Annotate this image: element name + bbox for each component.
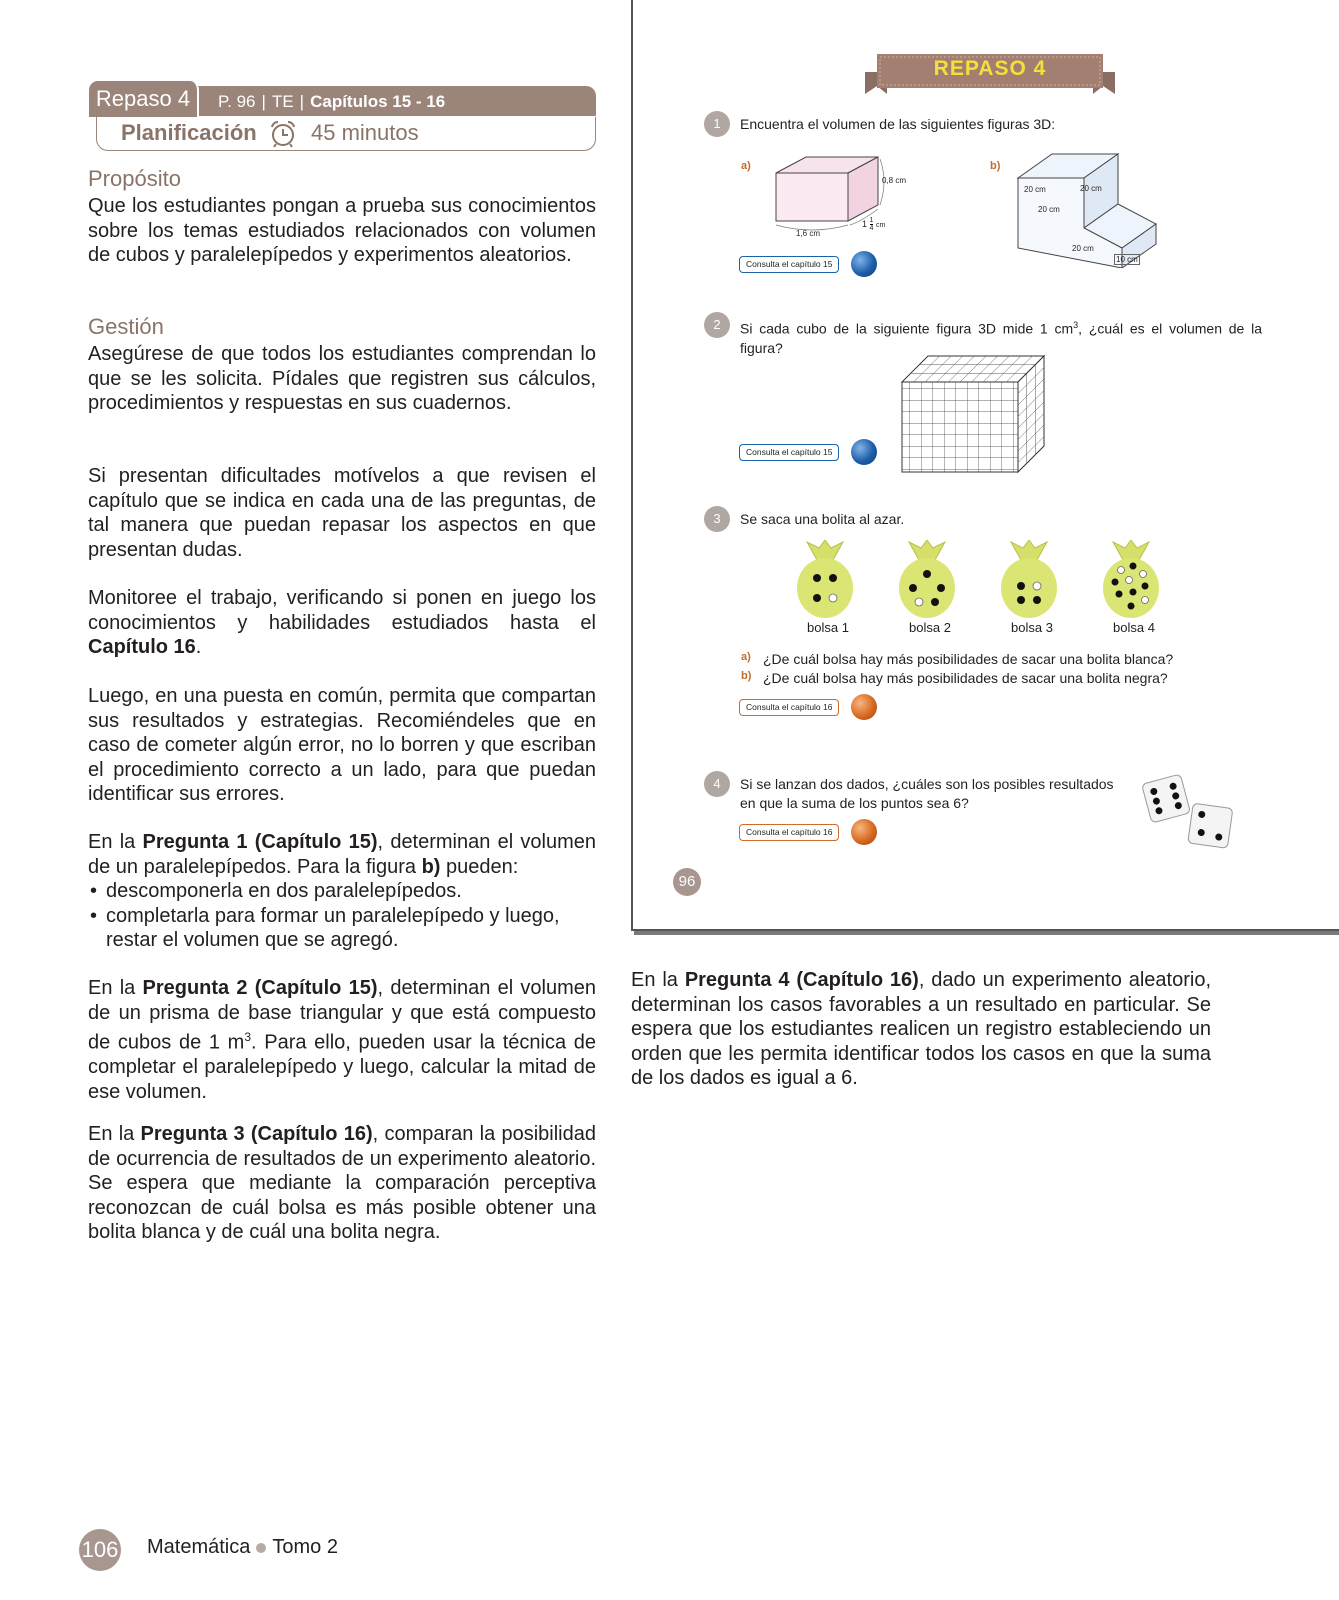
q1-a-dim3-whole: 1: [862, 218, 868, 229]
blue-marble-icon: [851, 439, 877, 465]
q4-consulta-badge: Consulta el capítulo 16: [739, 824, 839, 841]
repaso-tab: Repaso 4: [89, 81, 199, 117]
q1-a-dim1: 0,8 cm: [882, 176, 907, 185]
q1-a-dim3-unit: cm: [875, 221, 886, 229]
bullet-dot-icon: [256, 1543, 266, 1553]
plan-label: Planificación: [121, 120, 257, 145]
q2-text-pre: Si cada cubo de la siguiente figura 3D mide 1 cm: [740, 320, 1074, 337]
bag-4-label: bolsa 4: [1113, 620, 1155, 635]
gestion-p5-pre: En la: [88, 831, 143, 853]
q3-bags-figure: [795, 540, 1215, 620]
q1-consulta-badge: Consulta el capítulo 15: [739, 256, 839, 273]
footer-text: [147, 1536, 338, 1559]
proposito-title: Propósito: [88, 166, 181, 191]
orange-marble-icon: [851, 819, 877, 845]
gestion-p7-end: , comparan la posibilidad de ocurrencia de resultados de un experimento aleatorio. Se espera que mediante la comparación perceptiva reconozcan de cuál bolsa es más posible obtener una bolita blanca y de cuál una bolita negra.: [88, 1123, 596, 1243]
q1-a-dim2: 1,6 cm: [796, 229, 821, 238]
q3-text: Se saca una bolita al azar.: [740, 511, 905, 527]
gestion-p5-bold2: b): [421, 855, 441, 878]
bag-1-label: bolsa 1: [807, 620, 849, 635]
header-info: P. 96 | TE | Capítulos 15 - 16: [218, 92, 446, 111]
gestion-title: Gestión: [88, 314, 164, 339]
gestion-p5: [88, 830, 596, 953]
q1-text: Encuentra el volumen de las siguientes figuras 3D:: [740, 116, 1056, 132]
q3-a-label: a): [741, 651, 751, 663]
q3-b-label: b): [741, 670, 752, 682]
q1-b-dim2: 20 cm: [1080, 184, 1102, 193]
bag-2-icon: [899, 540, 955, 618]
q1-b-dim3: 20 cm: [1038, 205, 1060, 214]
duration-label: 45 minutos: [311, 120, 419, 145]
q2-number: 2: [704, 312, 730, 338]
q1-b-label: b): [990, 160, 1001, 172]
blue-marble-icon: [851, 251, 877, 277]
q1-b-dim1: 20 cm: [1024, 185, 1046, 194]
bag-4-icon: [1103, 540, 1159, 618]
q1-box-figure: [770, 155, 910, 240]
proposito-text: [88, 194, 596, 268]
gestion-p7: [88, 1122, 596, 1245]
list-item: • completarla para formar un paralelepípedo y luego, restar el volumen que se agregó.: [88, 904, 596, 953]
banner-title: REPASO 4: [933, 57, 1047, 80]
student-page-number: 96: [673, 868, 701, 896]
gestion-p6-mid: , determinan el volumen de un prisma de base triangular y que está compuesto de cubos de 1 m: [88, 977, 596, 1054]
right-bold: Pregunta 4 (Capítulo 16): [684, 969, 919, 991]
gestion-p7-bold: Pregunta 3 (Capítulo 16): [140, 1123, 373, 1145]
gestion-p6-end: . Para ello, pueden usar la técnica de completar el paralelepípedo y luego, calcular la mitad de ese volumen.: [88, 1031, 597, 1103]
q1-number: 1: [704, 111, 730, 137]
pregunta4-note: [631, 968, 1211, 1091]
footer-subject: Matemática: [147, 1536, 251, 1558]
gestion-paragraph-2: Si presentan dificultades motívelos a que revisen el capítulo que se indica en cada una de las preguntas, de tal manera que puedan repasar los aspectos en que presentan dudas.: [88, 465, 596, 561]
gestion-p7-pre: En la: [88, 1123, 141, 1145]
q1-a-fraction: [870, 217, 874, 232]
gestion-p5-bold: Pregunta 1 (Capítulo 15): [142, 831, 378, 853]
q2-text: [740, 316, 1262, 358]
chapters-label: Capítulos 15 - 16: [310, 92, 446, 111]
gestion-p5-end: pueden:: [440, 855, 519, 878]
right-end: , dado un experimento aleatorio, determinan los casos favorables a un resultado en particular. Se espera que los estudiantes realicen un registro estableciendo un orden que les permita identificar todos los casos en que la suma de los dados es igual a 6.: [631, 969, 1211, 1089]
q3-consulta-badge: Consulta el capítulo 16: [739, 699, 839, 716]
footer-tomo: Tomo 2: [272, 1536, 338, 1558]
q1-a-label: a): [741, 160, 751, 172]
page-ref: P. 96: [218, 92, 256, 111]
bag-3-icon: [1001, 540, 1057, 618]
gestion-paragraph-1: Asegúrese de que todos los estudiantes comprendan lo que se les solicita. Pídales que registren sus cálculos, procedimientos y respuestas en sus cuadernos.: [88, 343, 596, 414]
gestion-p6-bold: Pregunta 2 (Capítulo 15): [142, 977, 378, 999]
gestion-p3-start: Monitoree el trabajo, verificando si ponen en juego los conocimientos y habilidades estudiados hasta el: [88, 587, 596, 634]
q3-a-text: ¿De cuál bolsa hay más posibilidades de sacar una bolita blanca?: [763, 651, 1174, 667]
q3-number: 3: [704, 506, 730, 532]
q4-text-1: Si se lanzan dos dados, ¿cuáles son los posibles resultados: [740, 776, 1114, 792]
gestion-p4: [88, 684, 596, 807]
gestion-p2: [88, 464, 596, 562]
q2-consulta-badge: Consulta el capítulo 15: [739, 444, 839, 461]
strategy-list: [88, 879, 596, 953]
gestion-p6: [88, 976, 596, 1104]
list-item: • descomponerla en dos paralelepípedos.: [88, 879, 596, 904]
gestion-p6-pre: En la: [88, 977, 143, 999]
gestion-p3-bold: Capítulo 16: [88, 636, 196, 658]
gestion-p3: [88, 586, 596, 660]
orange-marble-icon: [851, 694, 877, 720]
dice-icon: [1140, 768, 1240, 858]
q4-text-2: en que la suma de los puntos sea 6?: [740, 795, 969, 811]
gestion-paragraph-4: Luego, en una puesta en común, permita que compartan sus resultados y estrategias. Recomiéndeles que en caso de cometer algún error, no lo borren y que escriban el procedimiento correcto a un lado, para que puedan identificar sus errores.: [88, 685, 596, 805]
q2-text-end: , ¿cuál es el volumen de la figura?: [740, 320, 1263, 356]
q1-a-frac-num: 1: [869, 217, 874, 224]
gestion-p6-sup: 3: [244, 1030, 252, 1044]
q1-a-dim3: [862, 217, 885, 232]
te-label: TE: [271, 92, 294, 111]
q1-b-dim4: 20 cm: [1072, 244, 1094, 253]
q4-number: 4: [704, 771, 730, 797]
q2-text-sup: 3: [1073, 320, 1079, 330]
q1-b-dim5: 10 cm: [1116, 255, 1138, 264]
right-pre: En la: [631, 969, 685, 991]
bag-3-label: bolsa 3: [1011, 620, 1053, 635]
gestion-p3-end: .: [195, 636, 202, 658]
gestion-p5-mid: , determinan el volumen de un paralelepípedos. Para la figura: [88, 831, 596, 878]
page-number: 106: [79, 1529, 121, 1571]
gestion-p1: [88, 342, 596, 416]
alarm-clock-icon: [268, 120, 298, 148]
q3-b-text: ¿De cuál bolsa hay más posibilidades de sacar una bolita negra?: [763, 670, 1168, 686]
proposito-paragraph: Que los estudiantes pongan a prueba sus conocimientos sobre los temas estudiados relacionados con volumen de cubos y paralelepípedos y experimentos aleatorios.: [88, 195, 596, 266]
bag-1-icon: [797, 540, 853, 618]
bag-2-label: bolsa 2: [909, 620, 951, 635]
q2-prism-grid: [898, 354, 1048, 474]
q1-a-frac-den: 4: [869, 225, 874, 232]
